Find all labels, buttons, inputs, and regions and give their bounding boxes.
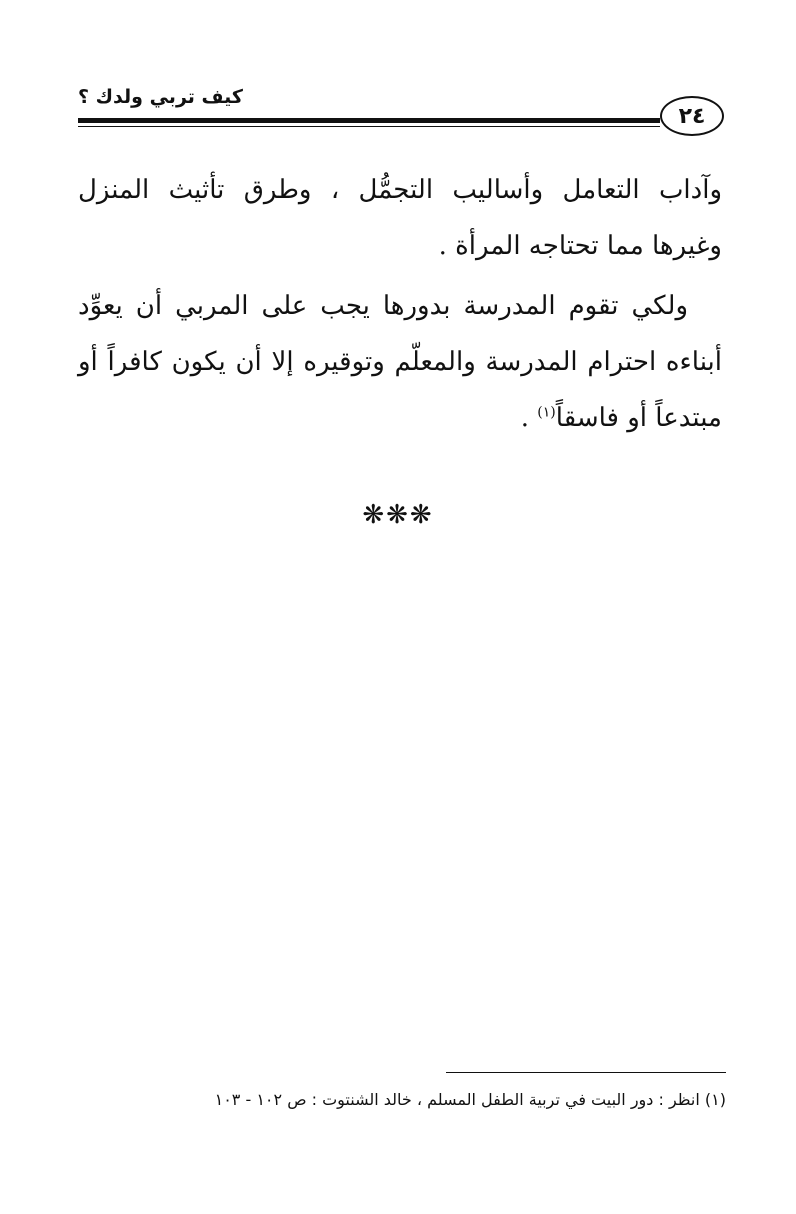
body-text	[78, 162, 722, 450]
paragraph-1	[78, 162, 722, 274]
paragraph-1-text: وآداب التعامل وأساليب التجمُّل ، وطرق تأثيث المنزل وغيرها مما تحتاجه المرأة .	[78, 175, 722, 261]
paragraph-2-end: .	[520, 403, 538, 433]
header-rule-thin	[78, 126, 660, 127]
header-rule-thick	[78, 118, 660, 123]
paragraph-2	[78, 278, 722, 446]
page-number: ٢٤	[660, 96, 724, 136]
footnote-rule	[446, 1072, 726, 1073]
section-separator: ❋❋❋	[362, 500, 434, 530]
book-title: كيف تربي ولدك ؟	[78, 86, 243, 108]
paragraph-2-text: ولكي تقوم المدرسة بدورها يجب على المربي أن يعوِّد أبناءه احترام المدرسة والمعلّم وتوقيره إلا أن يكون كافراً أو مبتدعاً أو فاسقاً	[78, 291, 722, 433]
footnote: (١) انظر : دور البيت في تربية الطفل المسلم ، خالد الشنتوت : ص ١٠٢ - ١٠٣	[214, 1090, 726, 1109]
running-header	[78, 82, 724, 142]
footnote-marker[interactable]: (١)	[537, 404, 556, 421]
